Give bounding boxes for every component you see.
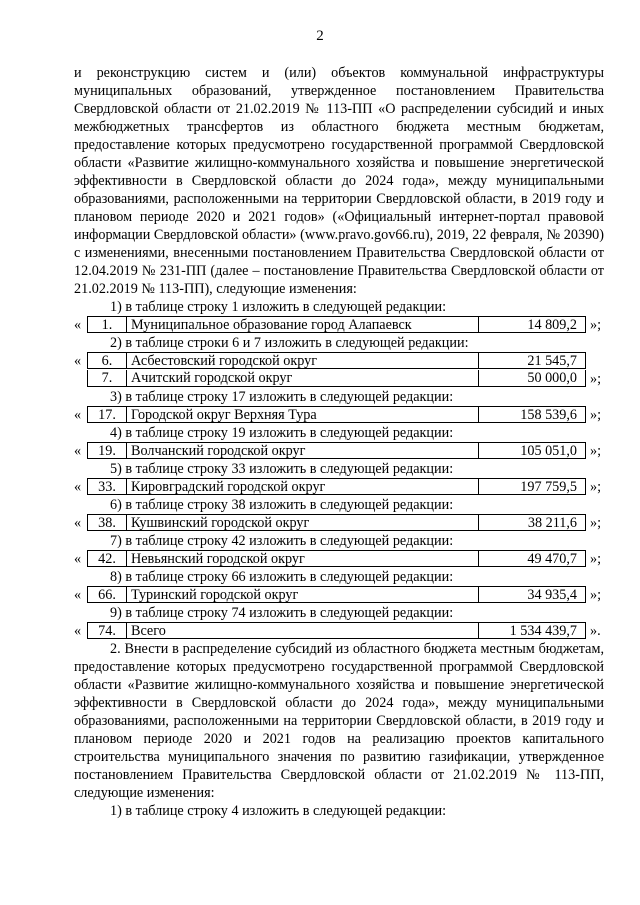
row-value-cell: 38 211,6 — [478, 514, 586, 531]
row-value-cell: 49 470,7 — [478, 550, 586, 567]
amendment-heading: 7) в таблице строку 42 изложить в следующей редакции: — [110, 533, 454, 549]
row-value-cell: 34 935,4 — [478, 586, 586, 603]
row-name-cell: Асбестовский городской округ — [126, 352, 479, 369]
amendment-block — [74, 532, 604, 568]
row-number-cell: 42. — [87, 550, 127, 567]
amendment-heading: 1) в таблице строку 1 изложить в следующей редакции: — [110, 299, 447, 315]
open-quote: « — [74, 443, 82, 459]
row-name-cell: Ачитский городской округ — [126, 370, 479, 387]
row-number-cell: 38. — [87, 514, 127, 531]
table-row — [74, 406, 604, 424]
amendment-heading: 5) в таблице строку 33 изложить в следующей редакции: — [110, 461, 454, 477]
close-quote: »; — [590, 551, 602, 567]
row-value-cell: 158 539,6 — [478, 406, 586, 423]
amendment-block — [74, 424, 604, 460]
amendment-block — [74, 388, 604, 424]
section-2-paragraph: 2. Внести в распределение субсидий из областного бюджета местным бюджетам, предоставление которых предусмотрено государственной программой Свердловской области «Развитие жилищно-коммунального хозяйства и повышение энергетической эффективности в Свердловской области до 2024 года», между муниципальными образованиями, расположенными на территории Свердловской области, в 2019 году и плановом периоде 2020 и 2021 годов на реализацию проектов капитального строительства муниципального значения по развитию газификации, утвержденное постановлением Правительства Свердловской области от 21.02.2019 № 113-ПП, следующие изменения: — [74, 641, 604, 801]
table-row — [74, 316, 604, 334]
open-quote: « — [74, 623, 82, 639]
row-value-cell: 1 534 439,7 — [478, 622, 586, 639]
row-name-cell: Кировградский городской округ — [126, 478, 479, 495]
row-value-cell: 21 545,7 — [478, 352, 586, 369]
table-row — [74, 370, 604, 388]
page-number: 2 — [316, 28, 324, 44]
close-quote: »; — [590, 479, 602, 495]
amendment-heading: 8) в таблице строку 66 изложить в следующей редакции: — [110, 569, 454, 585]
section-2-item-1: 1) в таблице строку 4 изложить в следующей редакции: — [110, 803, 447, 819]
amendment-block — [74, 460, 604, 496]
close-quote: »; — [590, 587, 602, 603]
table-row — [74, 586, 604, 604]
open-quote: « — [74, 587, 82, 603]
row-number-cell: 6. — [87, 352, 127, 369]
amendment-block — [74, 604, 604, 640]
amendments-list — [74, 298, 604, 640]
row-name-cell: Городской округ Верхняя Тура — [126, 406, 479, 423]
amendment-heading: 9) в таблице строку 74 изложить в следующей редакции: — [110, 605, 454, 621]
row-number-cell: 17. — [87, 406, 127, 423]
intro-paragraph: и реконструкцию систем и (или) объектов коммунальной инфраструктуры муниципальных образований, утвержденное постановлением Правительства Свердловской области от 21.02.2019 № 113-ПП «О распределении субсидий и иных межбюджетных трансфертов из областного бюджета местным бюджетам, предоставление которых предусмотрено государственной программой Свердловской области «Развитие жилищно-коммунального хозяйства и повышение энергетической эффективности в Свердловской области до 2024 года», между муниципальными образованиями, расположенными на территории Свердловской области, в 2019 году и плановом периоде 2020 и 2021 годов» («Официальный интернет-портал правовой информации Свердловской области» (www.pravo.gov66.ru), 2019, 22 февраля, № 20390) с изменениями, внесенными постановлением Правительства Свердловской области от 12.04.2019 № 231-ПП (далее – постановление Правительства Свердловской области от 21.02.2019 № 113-ПП), следующие изменения: — [74, 65, 604, 297]
row-name-cell: Всего — [126, 622, 479, 639]
amendment-heading: 4) в таблице строку 19 изложить в следующей редакции: — [110, 425, 454, 441]
close-quote: »; — [590, 443, 602, 459]
open-quote: « — [74, 317, 82, 333]
row-name-cell: Волчанский городской округ — [126, 442, 479, 459]
row-name-cell: Муниципальное образование город Алапаевск — [126, 316, 479, 333]
amendment-block — [74, 568, 604, 604]
amendment-heading: 3) в таблице строку 17 изложить в следующей редакции: — [110, 389, 454, 405]
table-row — [74, 514, 604, 532]
open-quote: « — [74, 407, 82, 423]
amendment-heading: 6) в таблице строку 38 изложить в следующей редакции: — [110, 497, 454, 513]
table-row — [74, 550, 604, 568]
row-value-cell: 197 759,5 — [478, 478, 586, 495]
table-row — [74, 442, 604, 460]
amendment-block — [74, 298, 604, 334]
table-row — [74, 622, 604, 640]
table-row — [74, 478, 604, 496]
close-quote: »; — [590, 407, 602, 423]
table-row — [74, 352, 604, 370]
close-quote: »; — [590, 317, 602, 333]
row-number-cell: 33. — [87, 478, 127, 495]
row-number-cell: 1. — [87, 316, 127, 333]
row-name-cell: Кушвинский городской округ — [126, 514, 479, 531]
amendment-block — [74, 496, 604, 532]
row-value-cell: 105 051,0 — [478, 442, 586, 459]
open-quote: « — [74, 515, 82, 531]
document-body — [74, 64, 604, 820]
row-number-cell: 19. — [87, 442, 127, 459]
close-quote: »; — [590, 515, 602, 531]
amendment-block — [74, 334, 604, 388]
open-quote: « — [74, 353, 82, 369]
close-quote: »; — [590, 371, 602, 387]
row-value-cell: 14 809,2 — [478, 316, 586, 333]
row-name-cell: Невьянский городской округ — [126, 550, 479, 567]
row-name-cell: Туринский городской округ — [126, 586, 479, 603]
close-quote: ». — [590, 623, 601, 639]
row-number-cell: 7. — [87, 370, 127, 387]
row-number-cell: 66. — [87, 586, 127, 603]
open-quote: « — [74, 551, 82, 567]
amendment-heading: 2) в таблице строки 6 и 7 изложить в следующей редакции: — [110, 335, 469, 351]
row-number-cell: 74. — [87, 622, 127, 639]
open-quote: « — [74, 479, 82, 495]
row-value-cell: 50 000,0 — [478, 370, 586, 387]
